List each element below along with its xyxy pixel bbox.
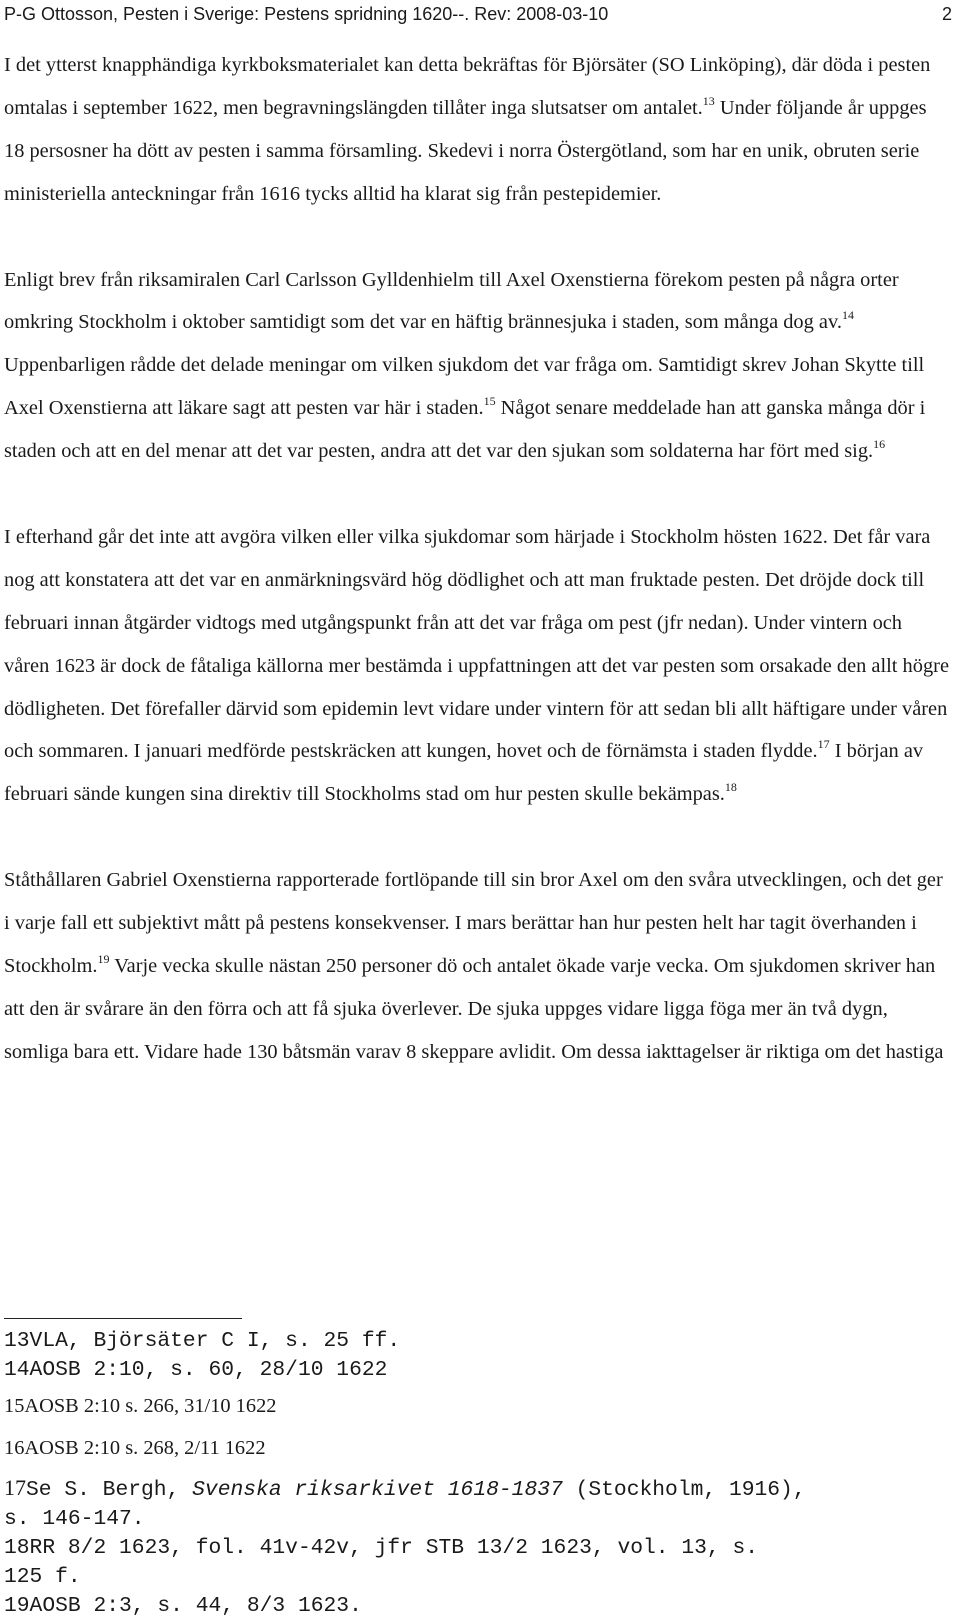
page-header	[4, 2, 956, 26]
footnote-17-cont: s. 146-147.	[4, 1507, 145, 1531]
paragraph-4: Ståthållaren Gabriel Oxenstierna rapporterade fortlöpande till sin bror Axel om den svåra utvecklingen, och det ger i varje fall ett subjektivt mått på pestens konsekvenser. I mars berättar han hur pesten helt har tagit överhanden i Stockholm.$^{19}$ Varje vecka skulle nästan 250 personer dö och antalet ökade varje vecka. Om sjukdomen skriver han att den är svårare än den förra och att få sjuka överlever. De sjuka uppges vidare ligga föga mer än två dygn, somliga bara ett. Vidare hade 130 båtsmän varav 8 skeppare avlidit. Om dessa iakttagelser är riktiga om det hastiga	[4, 869, 944, 1063]
footnote-ref-17[interactable]: 17	[817, 737, 830, 752]
footnote-18: 18RR 8/2 1623, fol. 41v-42v, jfr STB 13/2 1623, vol. 13, s.	[4, 1536, 759, 1560]
footnote-ref-18[interactable]: 18	[724, 780, 737, 795]
footnote-ref-14[interactable]: 14	[841, 308, 854, 323]
footnote-18-cont: 125 f.	[4, 1565, 81, 1589]
paragraph-3: I efterhand går det inte att avgöra vilken eller vilka sjukdomar som härjade i Stockholm hösten 1622. Det får vara nog att konstatera att det var en anmärkningsvärd hög dödlighet och att man fruktade pesten. Det dröjde dock till februari innan åtgärder vidtogs med utgångspunkt från att det var fråga om pest (jfr nedan). Under vintern och våren 1623 är dock de fåtaliga källorna mer bestämda i uppfattningen att det var pesten som orsakade den allt högre dödligheten. Det förefaller därvid som epidemin levt vidare under vintern för att sedan bli allt häftigare under våren och sommaren. I januari medförde pestskräcken att kungen, hovet och de förnämsta i staden flydde.$^{17}$ I början av februari sände kungen sina direktiv till Stockholms stad om hur pesten skulle bekämpas.$^{18}$	[4, 525, 949, 806]
body-text	[4, 44, 952, 1074]
footnote-16: 16AOSB 2:10 s. 268, 2/11 1622	[4, 1437, 266, 1459]
footnote-14: 14AOSB 2:10, s. 60, 28/10 1622	[4, 1358, 388, 1382]
footnote-ref-19[interactable]: 19	[97, 951, 110, 966]
page-number: 2	[941, 4, 952, 24]
paragraph-1: I det ytterst knapphändiga kyrkboksmaterialet kan detta bekräftas för Björsäter (SO Linköping), där döda i pesten omtalas i september 1622, men begravningslängden tillåter inga slutsatser om antalet.$^{13}$ Under följande år uppges 18 persosner ha dött av pesten i samma församling. Skedevi i norra Östergötland, som har en unik, obruten serie ministeriella anteckningar från 1616 tycks alltid ha klarat sig från pestepidemier.	[4, 54, 931, 205]
footnote-13: 13VLA, Björsäter C I, s. 25 ff.	[4, 1329, 401, 1353]
footnote-separator	[4, 1318, 242, 1319]
paragraph-2: Enligt brev från riksamiralen Carl Carlsson Gylldenhielm till Axel Oxenstierna förekom pesten på några orter omkring Stockholm i oktober samtidigt som det var en häftig brännesjuka i staden, som många dog av.$^{14}$ Uppenbarligen rådde det delade meningar om vilken sjukdom det var fråga om. Samtidigt skrev Johan Skytte till Axel Oxenstierna att läkare sagt att pesten var här i staden.$^{15}$ Något senare meddelade han att ganska många dör i staden och att en del menar att det var pesten, andra att det var den sjukan som soldaterna har fört med sig.$^{16}$	[4, 268, 926, 463]
footnote-17-book-title: Svenska riksarkivet 1618-1837	[192, 1478, 563, 1502]
footnote-ref-15[interactable]: 15	[483, 394, 496, 409]
footnote-ref-13[interactable]: 13	[702, 93, 715, 108]
footnote-ref-16[interactable]: 16	[873, 437, 886, 452]
footnotes	[4, 1327, 954, 1621]
header-title: P-G Ottosson, Pesten i Sverige: Pestens spridning 1620--. Rev: 2008-03-10	[4, 4, 609, 24]
footnote-15: 15AOSB 2:10 s. 266, 31/10 1622	[4, 1395, 277, 1417]
footnote-19: 19AOSB 2:3, s. 44, 8/3 1623.	[4, 1594, 362, 1618]
footnote-17: 17Se S. Bergh, Svenska riksarkivet 1618-1837 (Stockholm, 1916),	[4, 1475, 806, 1502]
